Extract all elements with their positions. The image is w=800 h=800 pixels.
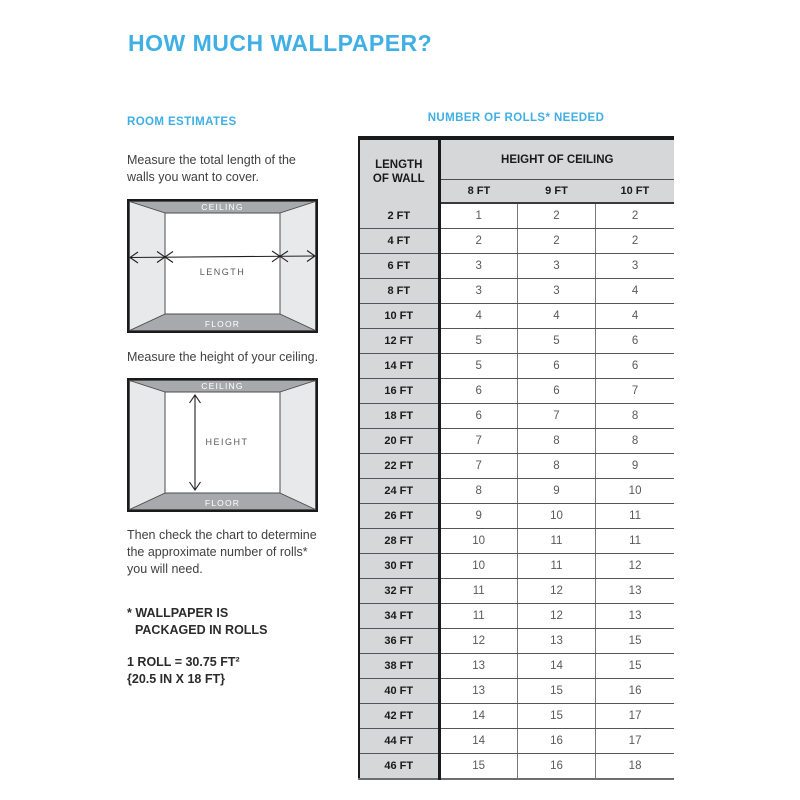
roll-count-cell: 11 — [517, 529, 595, 554]
step2-text: Measure the height of your ceiling. — [127, 350, 319, 364]
row-label: 28 FT — [359, 529, 439, 554]
rolls-needed-heading: NUMBER OF ROLLS* NEEDED — [427, 112, 605, 124]
height-label: HEIGHT — [205, 437, 249, 447]
table-body — [359, 203, 674, 779]
roll-count-cell: 16 — [517, 729, 595, 754]
roll-count-cell: 7 — [596, 379, 674, 404]
roll-count-cell: 2 — [517, 203, 595, 229]
left-wall-panel — [130, 202, 166, 331]
roll-count-cell: 1 — [439, 203, 517, 229]
right-wall-panel — [280, 381, 316, 510]
roll-count-cell: 15 — [596, 629, 674, 654]
column-header-10ft: 10 FT — [596, 180, 674, 204]
table-row — [359, 404, 674, 429]
column-header-9ft: 9 FT — [517, 180, 595, 204]
row-label: 18 FT — [359, 404, 439, 429]
roll-count-cell: 10 — [596, 479, 674, 504]
room-estimates-section — [127, 112, 327, 688]
table-row — [359, 604, 674, 629]
row-label: 22 FT — [359, 454, 439, 479]
row-label: 8 FT — [359, 279, 439, 304]
floor-label: FLOOR — [204, 319, 241, 329]
roll-count-cell: 15 — [517, 704, 595, 729]
roll-count-cell: 8 — [596, 429, 674, 454]
row-label: 30 FT — [359, 554, 439, 579]
table-row — [359, 754, 674, 780]
note-line: 1 ROLL = 30.75 FT² — [127, 655, 240, 669]
row-label: 44 FT — [359, 729, 439, 754]
roll-count-cell: 17 — [596, 729, 674, 754]
roll-count-cell: 3 — [596, 254, 674, 279]
table-row — [359, 729, 674, 754]
header-line: LENGTH — [375, 158, 423, 171]
roll-count-cell: 6 — [439, 404, 517, 429]
table-row — [359, 203, 674, 229]
row-label: 38 FT — [359, 654, 439, 679]
table-row — [359, 579, 674, 604]
roll-count-cell: 17 — [596, 704, 674, 729]
roll-count-cell: 4 — [596, 279, 674, 304]
roll-count-cell: 3 — [439, 254, 517, 279]
roll-count-cell: 2 — [439, 229, 517, 254]
roll-count-cell: 13 — [439, 679, 517, 704]
row-label: 6 FT — [359, 254, 439, 279]
roll-count-cell: 7 — [439, 429, 517, 454]
table-row — [359, 454, 674, 479]
roll-count-cell: 13 — [517, 629, 595, 654]
step3-text: Then check the chart to determine the approximate number of rolls* you will need. — [127, 528, 317, 576]
roll-count-cell: 4 — [517, 304, 595, 329]
roll-count-cell: 14 — [517, 654, 595, 679]
step1-text: Measure the total length of the walls you want to cover. — [127, 153, 296, 184]
roll-count-cell: 9 — [517, 479, 595, 504]
roll-count-cell: 13 — [596, 604, 674, 629]
roll-count-cell: 8 — [596, 404, 674, 429]
roll-count-cell: 13 — [439, 654, 517, 679]
roll-count-cell: 16 — [596, 679, 674, 704]
table-header-row — [359, 138, 674, 180]
roll-count-cell: 7 — [517, 404, 595, 429]
roll-count-cell: 8 — [439, 479, 517, 504]
roll-count-cell: 16 — [517, 754, 595, 780]
roll-count-cell: 12 — [439, 629, 517, 654]
row-label: 40 FT — [359, 679, 439, 704]
table-row — [359, 479, 674, 504]
table-row — [359, 329, 674, 354]
roll-count-cell: 10 — [439, 554, 517, 579]
row-label: 10 FT — [359, 304, 439, 329]
roll-count-cell: 10 — [439, 529, 517, 554]
row-label: 46 FT — [359, 754, 439, 780]
row-label: 2 FT — [359, 203, 439, 229]
roll-count-cell: 15 — [439, 754, 517, 780]
page-title: HOW MUCH WALLPAPER? — [128, 30, 433, 56]
roll-count-cell: 6 — [439, 379, 517, 404]
roll-count-cell: 11 — [517, 554, 595, 579]
roll-count-cell: 8 — [517, 429, 595, 454]
roll-count-cell: 6 — [517, 354, 595, 379]
table-row — [359, 304, 674, 329]
room-height-diagram — [127, 378, 318, 512]
header-line: OF WALL — [372, 172, 425, 185]
roll-count-cell: 6 — [517, 379, 595, 404]
note-line: {20.5 IN X 18 FT} — [127, 672, 225, 686]
ceiling-label: CEILING — [201, 381, 244, 391]
row-label: 16 FT — [359, 379, 439, 404]
roll-count-cell: 5 — [439, 329, 517, 354]
table-row — [359, 354, 674, 379]
table-row — [359, 529, 674, 554]
roll-count-cell: 12 — [517, 579, 595, 604]
roll-count-cell: 4 — [439, 304, 517, 329]
length-label: LENGTH — [199, 267, 246, 277]
roll-count-cell: 9 — [439, 504, 517, 529]
roll-size-note — [127, 654, 327, 688]
table-row — [359, 254, 674, 279]
room-estimates-heading: ROOM ESTIMATES — [127, 116, 237, 128]
roll-count-cell: 11 — [596, 504, 674, 529]
row-label: 24 FT — [359, 479, 439, 504]
table-row — [359, 504, 674, 529]
row-label: 34 FT — [359, 604, 439, 629]
roll-count-cell: 3 — [517, 254, 595, 279]
roll-count-cell: 13 — [596, 579, 674, 604]
roll-count-cell: 2 — [596, 229, 674, 254]
wallpaper-rolls-note — [127, 605, 327, 639]
roll-count-cell: 6 — [596, 354, 674, 379]
roll-count-cell: 5 — [517, 329, 595, 354]
left-wall-panel — [130, 381, 166, 510]
table-row — [359, 229, 674, 254]
rolls-table-section — [358, 112, 674, 780]
roll-count-cell: 12 — [517, 604, 595, 629]
roll-count-cell: 14 — [439, 729, 517, 754]
roll-count-cell: 3 — [439, 279, 517, 304]
roll-count-cell: 10 — [517, 504, 595, 529]
roll-count-cell: 2 — [596, 203, 674, 229]
rolls-table — [358, 136, 674, 780]
roll-count-cell: 11 — [439, 579, 517, 604]
roll-count-cell: 12 — [596, 554, 674, 579]
column-header-8ft: 8 FT — [439, 180, 517, 204]
row-label: 36 FT — [359, 629, 439, 654]
table-row — [359, 279, 674, 304]
roll-count-cell: 2 — [517, 229, 595, 254]
room-length-diagram — [127, 199, 318, 333]
row-label: 20 FT — [359, 429, 439, 454]
roll-count-cell: 18 — [596, 754, 674, 780]
length-of-wall-header — [359, 138, 439, 203]
row-label: 4 FT — [359, 229, 439, 254]
row-label: 32 FT — [359, 579, 439, 604]
roll-count-cell: 8 — [517, 454, 595, 479]
roll-count-cell: 3 — [517, 279, 595, 304]
table-row — [359, 629, 674, 654]
table-row — [359, 654, 674, 679]
floor-label: FLOOR — [204, 498, 241, 508]
roll-count-cell: 5 — [439, 354, 517, 379]
roll-count-cell: 15 — [596, 654, 674, 679]
row-label: 14 FT — [359, 354, 439, 379]
table-row — [359, 379, 674, 404]
roll-count-cell: 15 — [517, 679, 595, 704]
row-label: 12 FT — [359, 329, 439, 354]
height-of-ceiling-header: HEIGHT OF CEILING — [439, 138, 674, 180]
note-line: PACKAGED IN ROLLS — [135, 623, 268, 637]
roll-count-cell: 6 — [596, 329, 674, 354]
table-row — [359, 554, 674, 579]
table-row — [359, 679, 674, 704]
roll-count-cell: 14 — [439, 704, 517, 729]
ceiling-label: CEILING — [201, 202, 244, 212]
roll-count-cell: 9 — [596, 454, 674, 479]
right-wall-panel — [280, 202, 316, 331]
row-label: 42 FT — [359, 704, 439, 729]
roll-count-cell: 4 — [596, 304, 674, 329]
back-wall-panel — [165, 213, 280, 314]
roll-count-cell: 11 — [439, 604, 517, 629]
table-row — [359, 429, 674, 454]
roll-count-cell: 7 — [439, 454, 517, 479]
row-label: 26 FT — [359, 504, 439, 529]
roll-count-cell: 11 — [596, 529, 674, 554]
table-row — [359, 704, 674, 729]
note-line: * WALLPAPER IS — [127, 606, 229, 620]
